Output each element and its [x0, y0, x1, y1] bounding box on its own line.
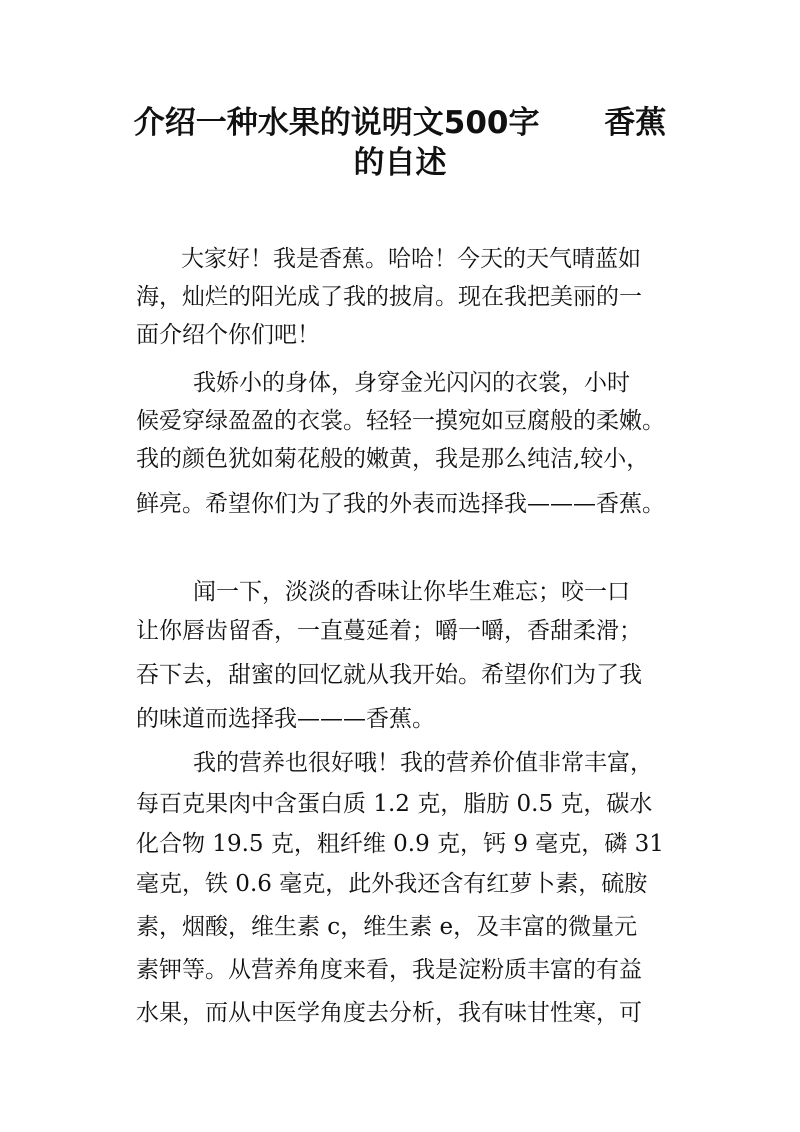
- body-text-line: 我娇小的身体，身穿金光闪闪的衣裳，小时: [193, 370, 630, 396]
- body-text-line: 的味道而选择我———香蕉。: [136, 706, 435, 732]
- body-text-line: 大家好！我是香蕉。哈哈！今天的天气晴蓝如: [181, 246, 641, 272]
- body-text-line: 我的营养也很好哦！我的营养价值非常丰富，: [193, 750, 653, 776]
- body-text-line: 闻一下，淡淡的香味让你毕生难忘；咬一口: [193, 579, 630, 605]
- document-title-line-2: 的自述: [353, 145, 447, 181]
- body-text-line: 海，灿烂的阳光成了我的披肩。现在我把美丽的一: [136, 284, 642, 310]
- body-text-line: 素钾等。从营养角度来看，我是淀粉质丰富的有益: [136, 957, 642, 983]
- body-text-line: 候爱穿绿盈盈的衣裳。轻轻一摸宛如豆腐般的柔嫩。: [136, 408, 665, 434]
- body-text-line: 毫克，铁 0.6 毫克，此外我还含有红萝卜素，硫胺: [136, 871, 648, 897]
- body-text-line: 化合物 19.5 克，粗纤维 0.9 克，钙 9 毫克，磷 31: [136, 831, 664, 857]
- body-text-line: 鲜亮。希望你们为了我的外表而选择我———香蕉。: [136, 491, 665, 517]
- body-text-line: 水果，而从中医学角度去分析，我有味甘性寒，可: [136, 1000, 642, 1026]
- body-text-line: 面介绍个你们吧！: [136, 322, 320, 348]
- body-text-line: 吞下去，甜蜜的回忆就从我开始。希望你们为了我: [136, 662, 642, 688]
- document-title-line-1: 介绍一种水果的说明文500字 香蕉: [133, 105, 667, 141]
- body-text-line: 每百克果肉中含蛋白质 1.2 克，脂肪 0.5 克，碳水: [136, 791, 653, 817]
- body-text-line: 素，烟酸，维生素 c，维生素 e，及丰富的微量元: [136, 914, 638, 940]
- body-text-line: 让你唇齿留香，一直蔓延着；嚼一嚼，香甜柔滑；: [136, 618, 642, 644]
- body-text-line: 我的颜色犹如菊花般的嫩黄，我是那么纯洁,较小，: [136, 446, 650, 472]
